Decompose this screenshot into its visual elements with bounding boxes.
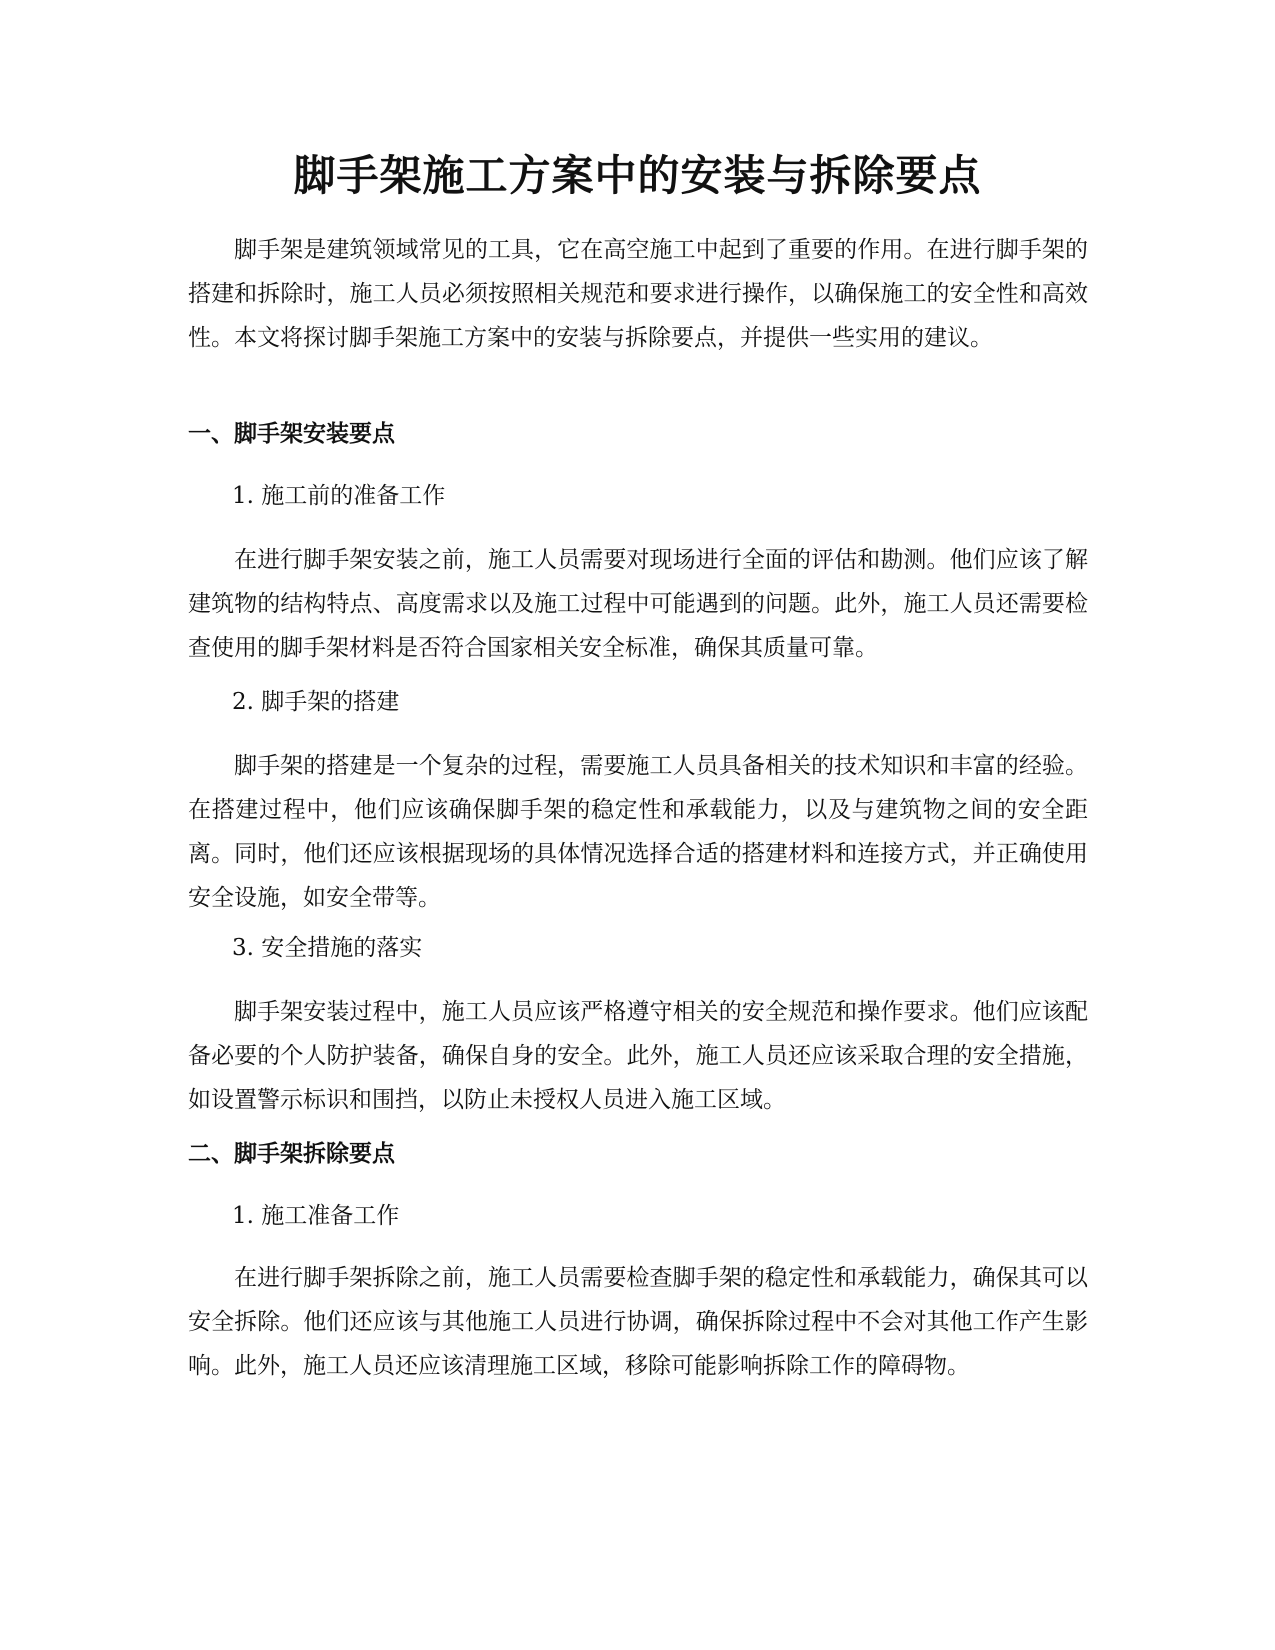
- intro-paragraph: 脚手架是建筑领域常见的工具，它在高空施工中起到了重要的作用。在进行脚手架的搭建和拆除时，施工人员必须按照相关规范和要求进行操作，以确保施工的安全性和高效性。本文将探讨脚手架施工方案中的安装与拆除要点，并提供一些实用的建议。: [188, 237, 1088, 351]
- document-title: 脚手架施工方案中的安装与拆除要点: [293, 151, 982, 200]
- section-heading-removal: 二、脚手架拆除要点: [188, 1141, 395, 1167]
- paragraph-removal-1: 在进行脚手架拆除之前，施工人员需要检查脚手架的稳定性和承载能力，确保其可以安全拆除。他们还应该与其他施工人员进行协调，确保拆除过程中不会对其他工作产生影响。此外，施工人员还应该清理施工区域，移除可能影响拆除工作的障碍物。: [188, 1265, 1088, 1379]
- subheading-install-3: 3. 安全措施的落实: [232, 935, 423, 961]
- subheading-install-1: 1. 施工前的准备工作: [232, 483, 446, 509]
- subheading-install-2: 2. 脚手架的搭建: [232, 689, 400, 715]
- paragraph-install-3: 脚手架安装过程中，施工人员应该严格遵守相关的安全规范和操作要求。他们应该配备必要的个人防护装备，确保自身的安全。此外，施工人员还应该采取合理的安全措施，如设置警示标识和围挡，以防止未授权人员进入施工区域。: [188, 999, 1088, 1113]
- subheading-removal-1: 1. 施工准备工作: [232, 1203, 400, 1229]
- paragraph-install-2: 脚手架的搭建是一个复杂的过程，需要施工人员具备相关的技术知识和丰富的经验。在搭建过程中，他们应该确保脚手架的稳定性和承载能力，以及与建筑物之间的安全距离。同时，他们还应该根据现场的具体情况选择合适的搭建材料和连接方式，并正确使用安全设施，如安全带等。: [188, 753, 1088, 911]
- paragraph-install-1: 在进行脚手架安装之前，施工人员需要对现场进行全面的评估和勘测。他们应该了解建筑物的结构特点、高度需求以及施工过程中可能遇到的问题。此外，施工人员还需要检查使用的脚手架材料是否符合国家相关安全标准，确保其质量可靠。: [188, 547, 1088, 661]
- section-heading-install: 一、脚手架安装要点: [188, 421, 395, 447]
